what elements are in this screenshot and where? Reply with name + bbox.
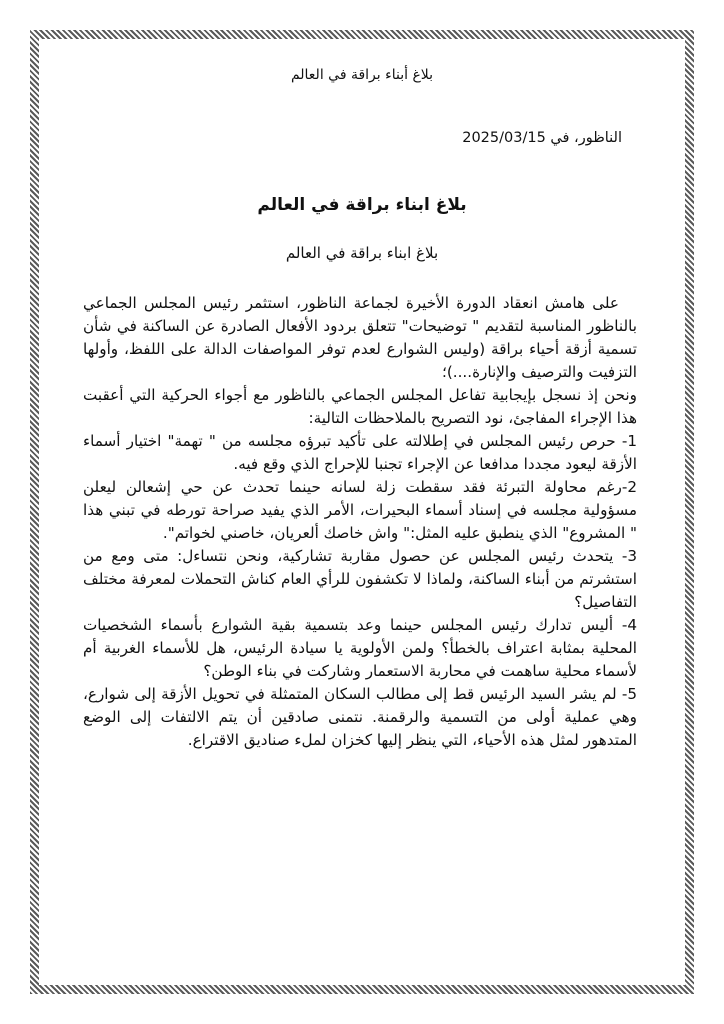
paragraph-2: ونحن إذ نسجل بإيجابية تفاعل المجلس الجماعي بالناظور مع أجواء الحركية التي أعقبت هذا الإجراء المفاجئ، نود التصريح بالملاحظات التالية:: [83, 386, 637, 427]
paragraph-intro: على هامش انعقاد الدورة الأخيرة لجماعة الناظور، استثمر رئيس المجلس الجماعي بالناظور المناسبة لتقديم " توضيحات" تتعلق بردود الأفعال الصادرة عن الساكنة في شأن تسمية أزقة أحياء براقة (وليس الشوارع لعدم توفر المواصفات الدالة على اللفظ، وأولها التزفيت والترصيف والإنارة....)؛: [83, 294, 637, 381]
paragraph-point-3: 3- يتحدث رئيس المجلس عن حصول مقاربة تشاركية، ونحن نتساءل: متى ومع من استشرتم من أبناء الساكنة، ولماذا لا تكشفون للرأي العام كناش التحملات لمعرفة مختلف التفاصيل؟: [83, 547, 637, 611]
document-body: [83, 292, 637, 752]
paragraph-point-5: 5- لم يشر السيد الرئيس قط إلى مطالب السكان المتمثلة في تحويل الأزقة إلى شوارع، وهي عملية أولى من التسمية والرقمنة. نتمنى صادقين أن يتم الالتفات إلى الوضع المتدهور لمثل هذه الأحياء، التي ينظر إليها كخزان لملء صناديق الاقتراع.: [83, 685, 637, 749]
header-line: بلاغ أبناء براقة في العالم: [290, 67, 434, 83]
document-subtitle: بلاغ ابناء براقة في العالم: [285, 244, 439, 262]
paragraph-point-4: 4- أليس تدارك رئيس المجلس حينما وعد بتسمية بقية الشوارع بأسماء الشخصيات المحلية بمثابة اعتراف بالخطأ؟ ولمن الأولوية يا سيادة الرئيس، هل للأسماء الغربية أم لأسماء محلية ساهمت في محاربة الاستعمار وشاركت في بناء الوطن؟: [83, 616, 637, 680]
document-title: بلاغ ابناء براقة في العالم: [257, 195, 467, 215]
paragraph-point-2: 2-رغم محاولة التبرئة فقد سقطت زلة لسانه حينما تحدث عن حي إشعالن ليعلن مسؤولية مجلسه في إسناد أسماء البحيرات، الأمر الذي يفيد صراحة تورطه في تبني هذا " المشروع" الذي ينطبق عليه المثل:" واش خاصك ألعريان، خاصني لخواتم".: [83, 478, 637, 542]
date-line: الناظور، في 2025/03/15: [462, 130, 622, 146]
paragraph-point-1: 1- حرص رئيس المجلس في إطلالته على تأكيد تبرؤه مجلسه من " تهمة" اختيار أسماء الأزقة ليعود مجددا مدافعا عن الإجراء تجنبا للإحراج الذي وقع فيه.: [83, 432, 637, 473]
